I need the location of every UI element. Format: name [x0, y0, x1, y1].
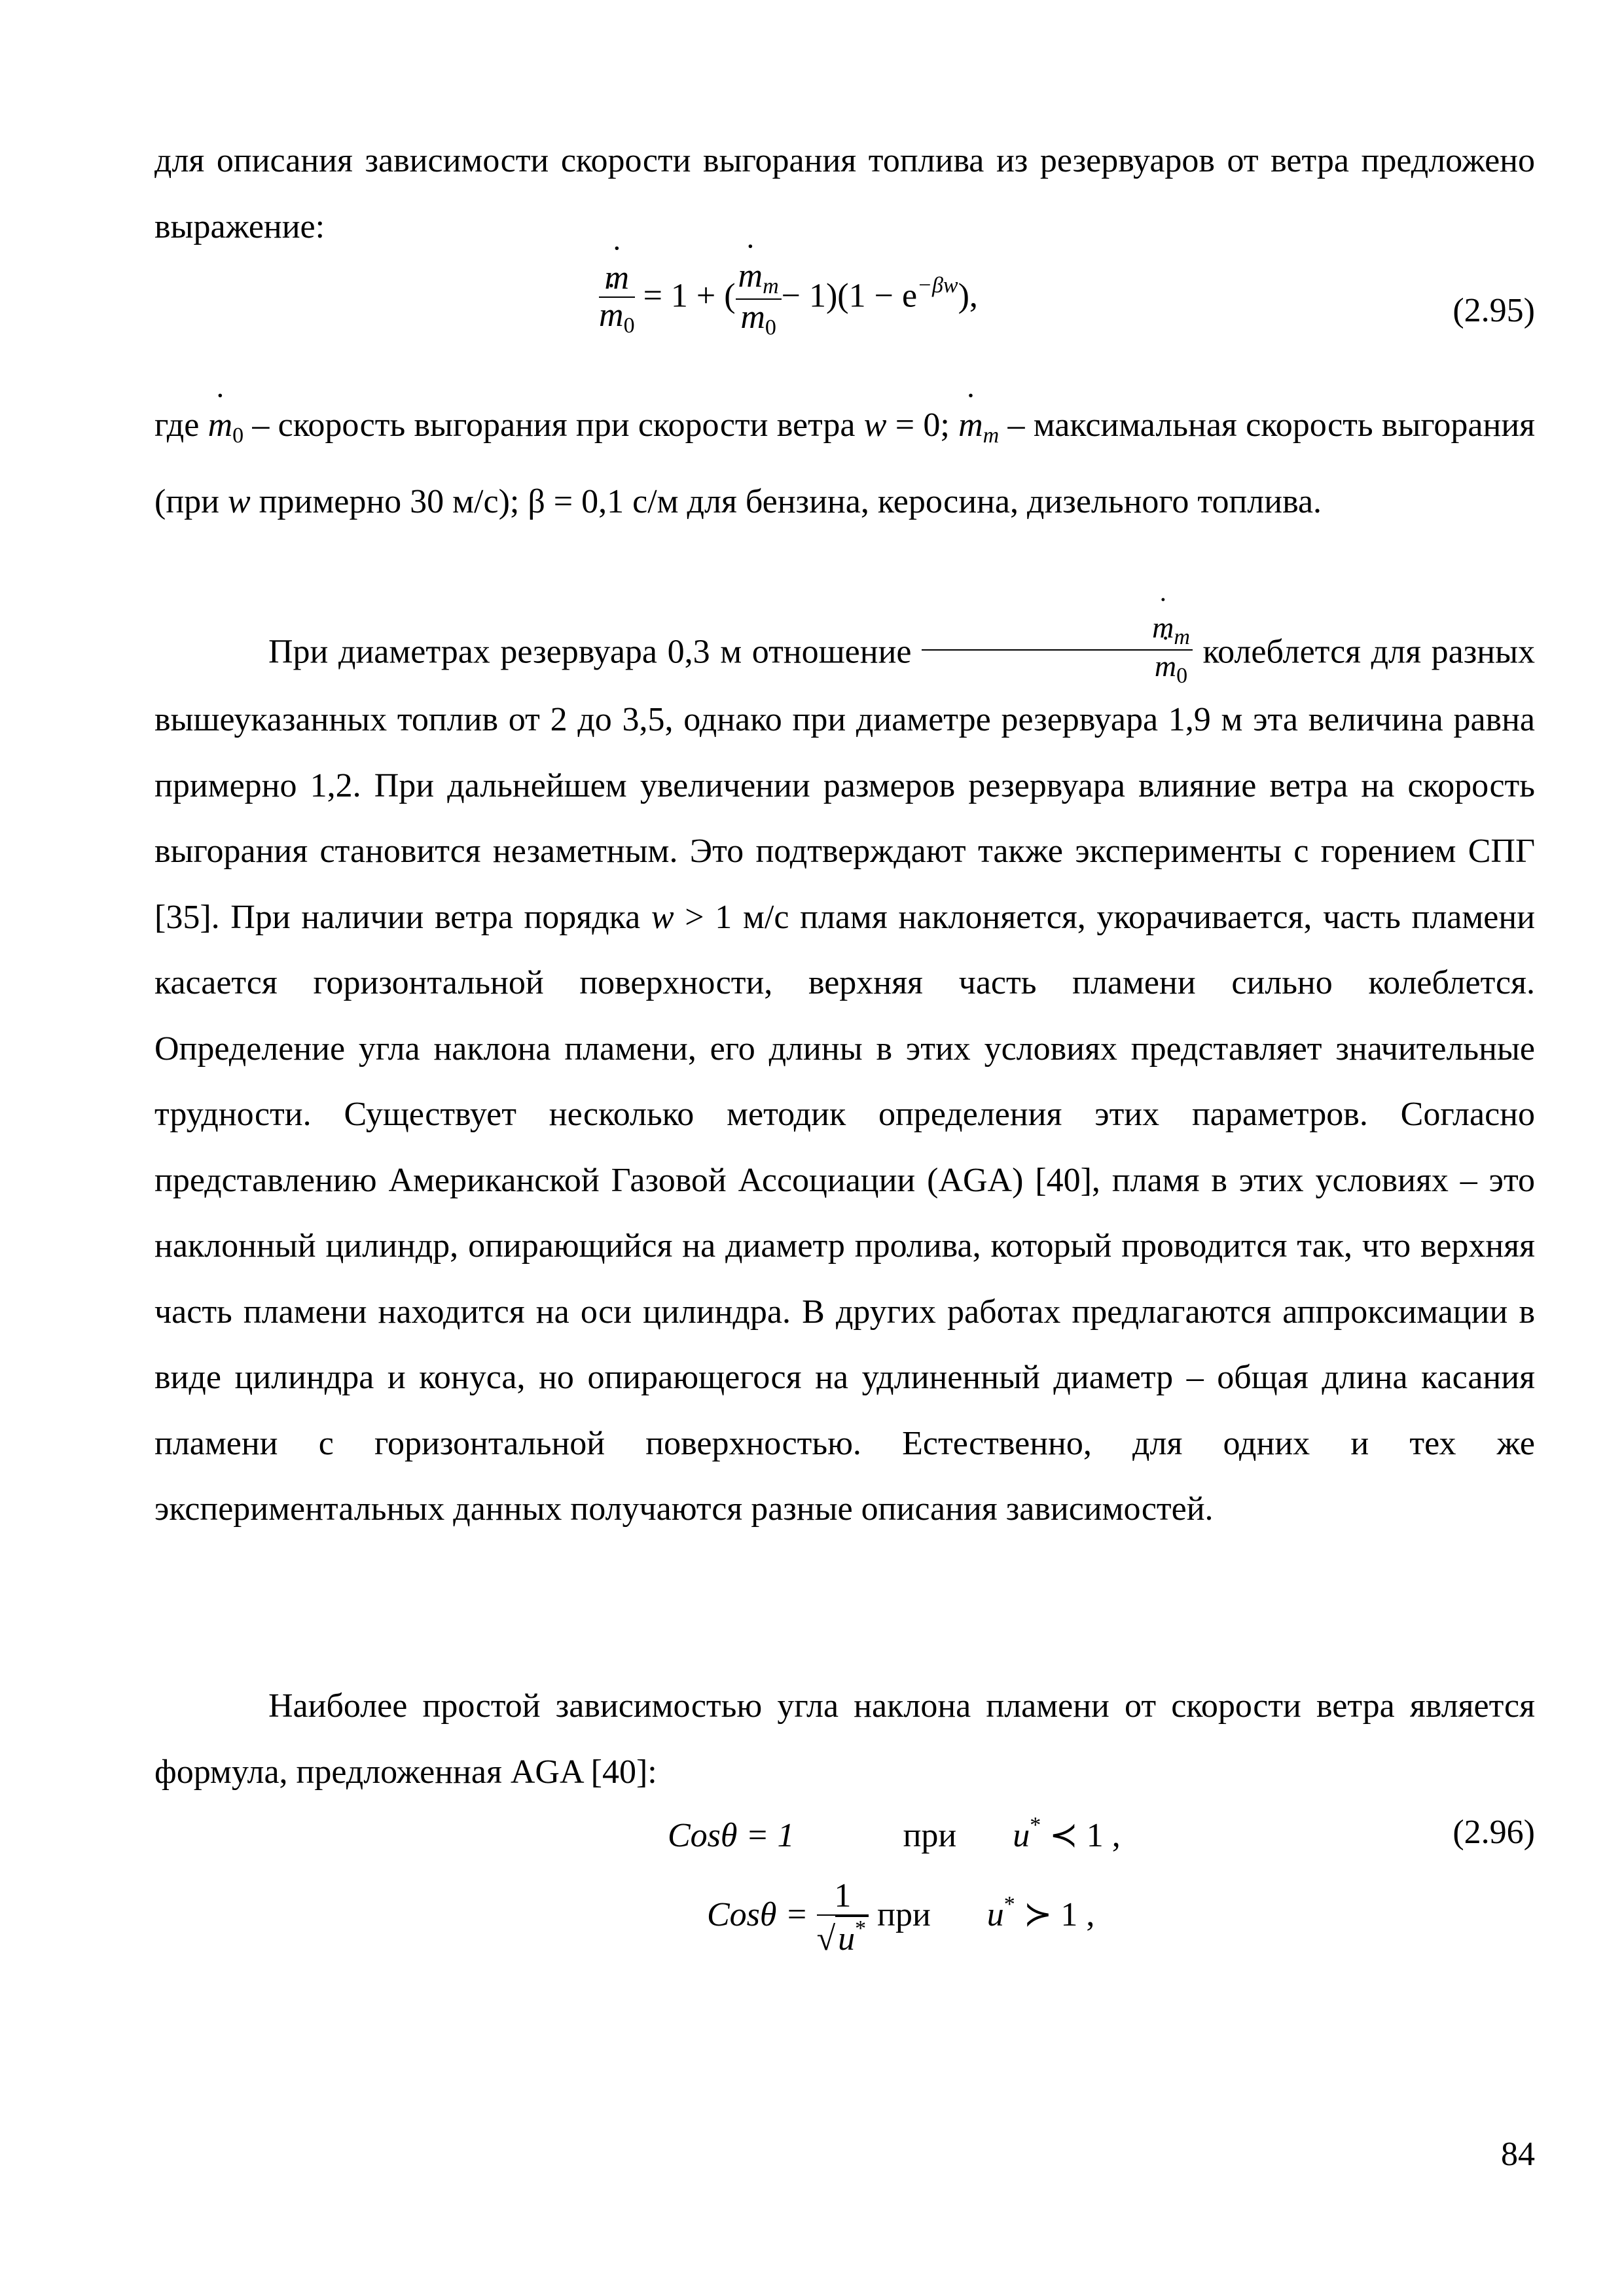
- equation-2-96-line1: Cosθ = 1 при u* ≺ 1 ,: [668, 1813, 1121, 1854]
- equation-number-2-95: (2.95): [1453, 292, 1535, 329]
- inverse-sqrt-fraction: $\frac{1}{√u^*}$: [817, 1878, 869, 1957]
- equation-2-95: [599, 259, 978, 339]
- mm-symbol: ˙ m: [958, 393, 983, 459]
- m0-symbol: ˙ m: [208, 393, 233, 459]
- equation-rhs-mid: − 1)(1 − e: [781, 277, 918, 315]
- equation-rhs-fraction: ˙ $\frac{m_m}{m_0}$: [736, 259, 782, 339]
- equation-rhs-start: = 1 + (: [643, 277, 736, 315]
- paragraph-definitions: где ˙ $m_0$ – скорость выгорания при скорости ветра w = 0; ˙ $m_m$ – максимальная скорость выгорания (при w примерно 30 м/с); β = 0,1 с/м для бензина, керосина, дизельного топлива.: [154, 393, 1535, 535]
- equation-rhs-end: ),: [958, 277, 978, 315]
- paragraph-wind-effects: При диаметрах резервуара 0,3 м отношение ˙ $m_m$ ˙ $m_0$ колеблется для разных вышеуказанных топлив от 2 до 3,5, однако при диаметре резервуара 1,9 м эта величина равна примерно 1,2. При дальнейшем увеличении размеров резервуара влияние ветра на скорость выгорания становится незаметным. Это подтверждают также эксперименты с горением СПГ [35]. При наличии ветра порядка w > 1 м/с пламя наклоняется, укорачивается, часть пламени касается горизонтальной поверхности, верхняя часть пламени сильно колеблется. Определение угла наклона пламени, его длины в этих условиях представляет значительные трудности. Существует несколько методик определения этих параметров. Согласно представлению Американской Газовой Ассоциации (AGA) [40], пламя в этих условиях – это наклонный цилиндр, опирающийся на диаметр пролива, который проводится так, что верхняя часть пламени находится на оси цилиндра. В других работах предлагаются аппроксимации в виде цилиндра и конуса, но опирающегося на удлиненный диаметр – общая длина касания пламени с горизонтальной поверхностью. Естественно, для одних и тех же экспериментальных данных получаются разные описания зависимостей.: [154, 612, 1535, 1543]
- equation-lhs-fraction: ˙ m ˙ $m_0$: [599, 260, 635, 337]
- page-number: 84: [1501, 2136, 1535, 2173]
- paragraph-aga-formula: Наиболее простой зависимостью угла наклона пламени от скорости ветра является формула, предложенная AGA [40]:: [154, 1687, 1535, 1791]
- ratio-mm-m0: ˙ $m_m$ ˙ $m_0$: [922, 612, 1193, 687]
- equation-2-96-line2: Cosθ = $\frac{1}{√u^*}$ при u* ≻ 1 ,: [707, 1877, 1095, 1958]
- equation-exponent: −βw: [917, 273, 958, 298]
- paragraph-intro: для описания зависимости скорости выгорания топлива из резервуаров от ветра предложено выражение:: [154, 142, 1535, 245]
- equation-number-2-96: (2.96): [1453, 1814, 1535, 1851]
